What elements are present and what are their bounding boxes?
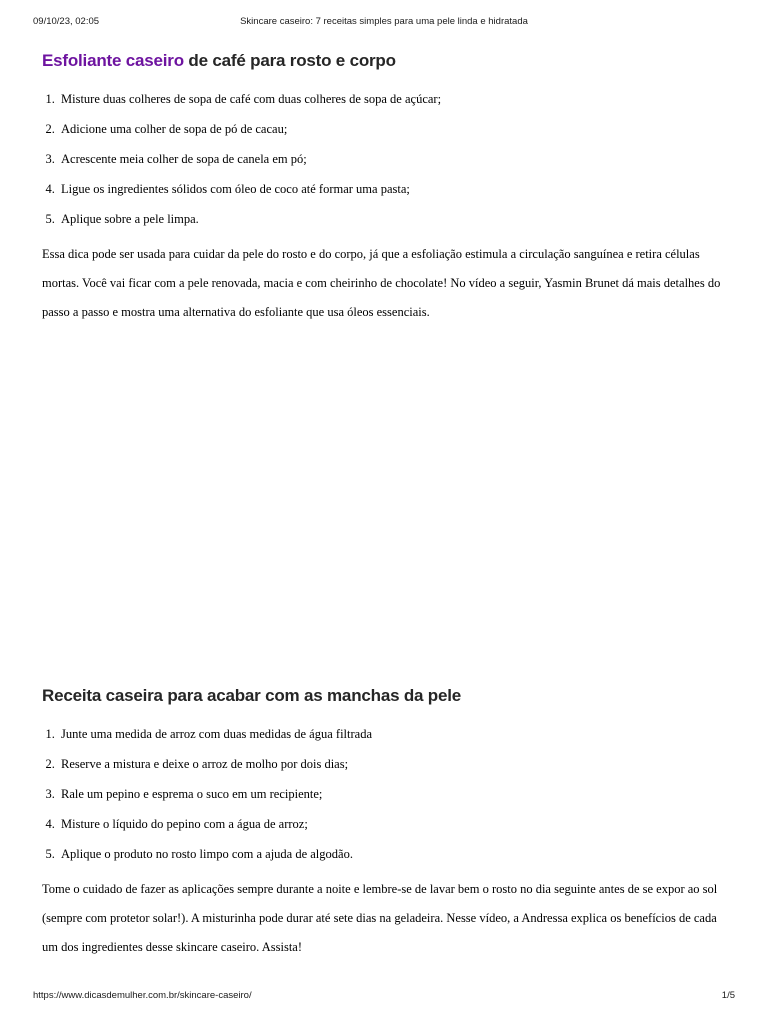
step-item: 1. Misture duas colheres de sopa de café com duas colheres de sopa de açúcar; [58,93,726,106]
print-source-url: https://www.dicasdemulher.com.br/skincare-caseiro/ [33,990,252,1001]
section1-heading [42,50,726,72]
step-item: 4. Ligue os ingredientes sólidos com óleo de coco até formar uma pasta; [58,183,726,196]
step-item: 2. Reserve a mistura e deixe o arroz de molho por dois dias; [58,758,726,771]
step-item: 5. Aplique o produto no rosto limpo com a ajuda de algodão. [58,848,726,861]
section1-paragraph: Essa dica pode ser usada para cuidar da pele do rosto e do corpo, já que a esfoliação estimula a circulação sanguínea e retira células mortas. Você vai ficar com a pele renovada, macia e com cheirinho de chocolate! No vídeo a seguir, Yasmin Brunet dá mais detalhes do passo a passo e mostra uma alternativa do esfoliante que usa óleos essenciais. [42,247,721,319]
section2-steps-list [42,728,726,861]
section1-heading-rest: de café para rosto e corpo [183,51,396,70]
step-item: 4. Misture o líquido do pepino com a água de arroz; [58,818,726,831]
step-item: 3. Rale um pepino e esprema o suco em um recipiente; [58,788,726,801]
print-timestamp: 09/10/23, 02:05 [33,16,100,27]
step-item: 1. Junte uma medida de arroz com duas medidas de água filtrada [58,728,726,741]
section2-paragraph: Tome o cuidado de fazer as aplicações sempre durante a noite e lembre-se de lavar bem o rosto no dia seguinte antes de se expor ao sol (sempre com protetor solar!). A misturinha pode durar até sete dias na geladeira. Nesse vídeo, a Andressa explica os benefícios de cada um dos ingredientes desse skincare caseiro. Assista! [42,882,718,954]
section2-heading: Receita caseira para acabar com as manchas da pele [42,686,462,705]
print-page-indicator: 1/5 [721,990,735,1001]
print-document-title: Skincare caseiro: 7 receitas simples para uma pele linda e hidratada [240,16,528,27]
step-item: 3. Acrescente meia colher de sopa de canela em pó; [58,153,726,166]
step-item: 5. Aplique sobre a pele limpa. [58,213,726,226]
video-embed-placeholder [42,327,726,685]
section1-heading-link[interactable]: Esfoliante caseiro [42,51,184,70]
section1-steps-list [42,93,726,226]
article-content [42,50,726,962]
step-item: 2. Adicione uma colher de sopa de pó de cacau; [58,123,726,136]
